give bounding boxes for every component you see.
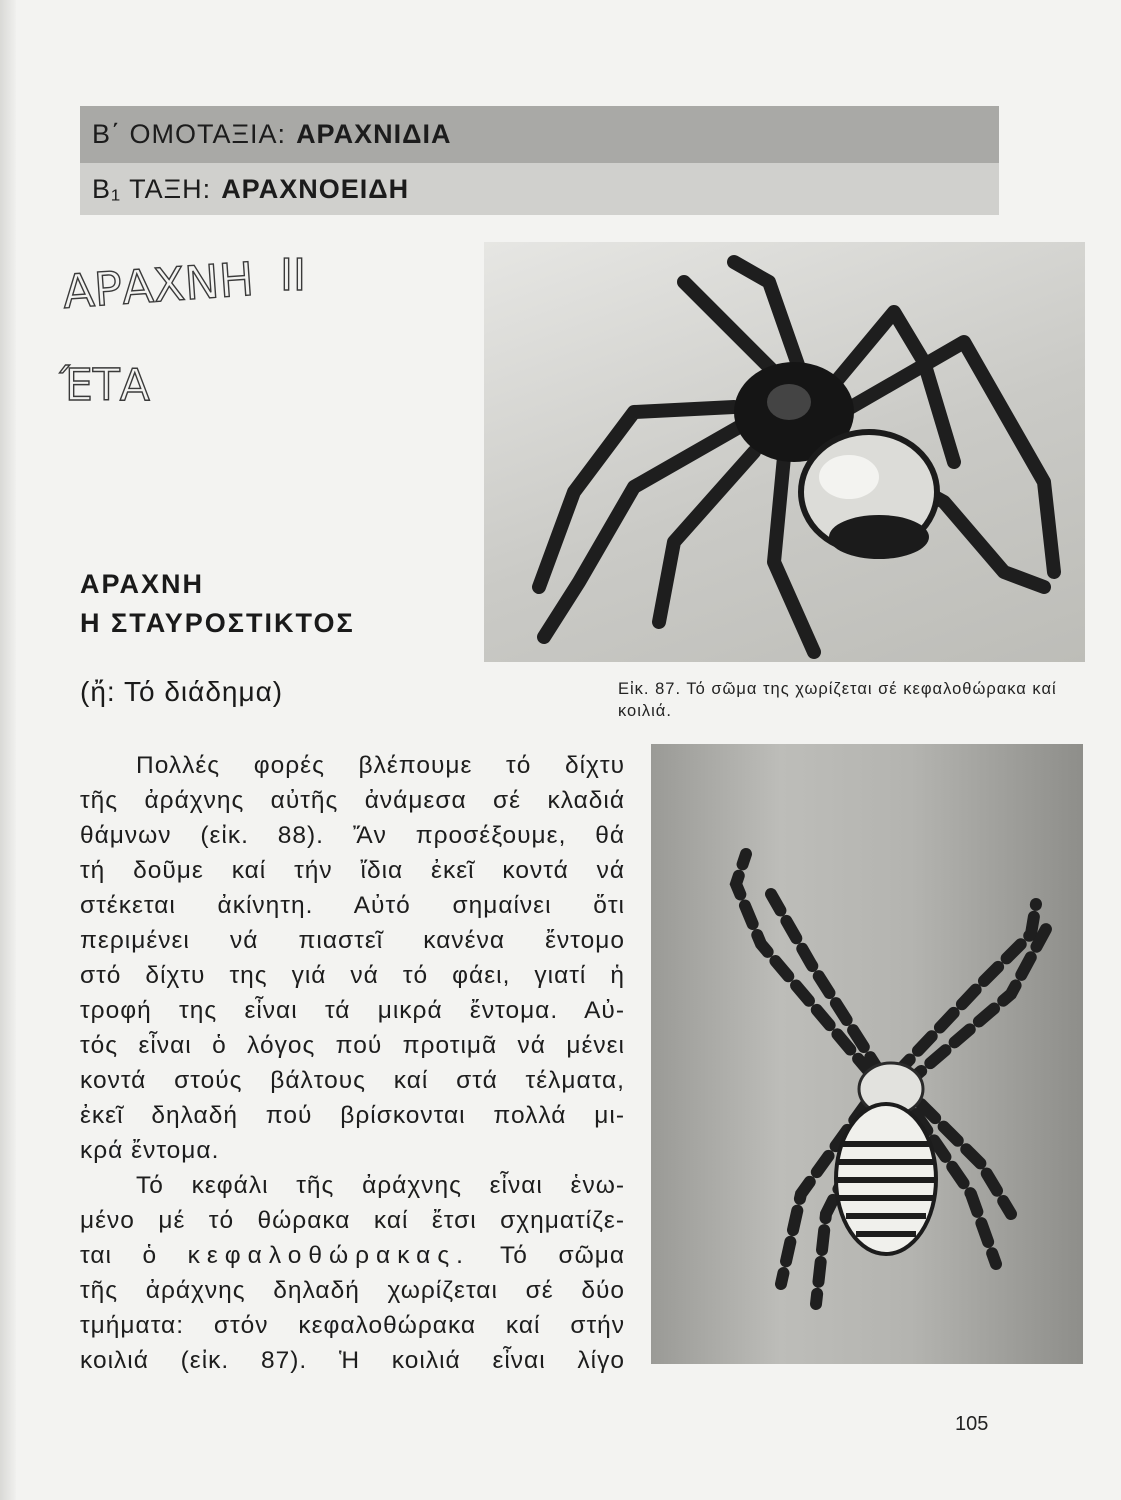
garden-spider-photo-icon [651,744,1083,1364]
body-line: τῆς ἀράχνης αὐτῆς ἀνάμεσα σέ κλαδιά [80,787,625,814]
handwriting-line1-extra: ΙΙ [280,250,306,301]
body-line: περιμένει νά πιαστεῖ κανένα ἔντομο [80,927,625,954]
body-line: κρά ἔντομα. [80,1137,220,1164]
body-line: στέκεται ἀκίνητη. Αὐτό σημαίνει ὅτι [80,892,625,919]
page-number: 105 [955,1413,989,1435]
page-binding-edge [0,0,16,1500]
class-heading-band [80,106,999,163]
body-line: τή δοῦμε καί τήν ἴδια ἐκεῖ κοντά νά [80,857,625,884]
title-line1: ΑΡΑΧΝΗ [80,569,205,599]
body-line: κοιλιά (εἰκ. 87). Ἡ κοιλιά εἶναι λίγο [80,1347,625,1374]
order-label: Β₁ ΤΑΞΗ: [92,173,212,204]
title-line2: Η ΣΤΑΥΡΟΣΤΙΚΤΟΣ [80,608,355,638]
handwriting-line1: ΑΡΑΧΝΗ [61,251,256,319]
body-line-pre: ται ὁ [80,1242,158,1269]
body-line: τροφή της εἶναι τά μικρά ἔντομα. Αὐ- [80,997,625,1024]
term-kefalothorakas: κεφαλοθώρακας. [187,1242,470,1269]
body-line: κοντά στούς βάλτους καί στά τέλματα, [80,1067,625,1094]
order-heading-band [80,163,999,215]
body-line: θάμνων (εἰκ. 88). Ἄν προσέξουμε, θά [80,822,625,849]
class-name: ΑΡΑΧΝΙΔΙΑ [296,119,452,149]
article-body [80,748,625,1378]
body-line: τμήματα: στόν κεφαλοθώρακα καί στήν [80,1312,625,1339]
body-line: Τό κεφάλι τῆς ἀράχνης εἶναι ἑνω- [136,1172,625,1199]
order-name: ΑΡΑΧΝΟΕΙΔΗ [221,173,410,204]
spider-illustration [484,242,1085,662]
article-title [80,565,355,643]
body-line-post: Τό σῶμα [500,1242,625,1269]
body-line: στό δίχτυ της γιά νά τό φάει, γιατί ἡ [80,962,625,989]
body-line: τός εἶναι ὁ λόγος πού προτιμᾶ νά μένει [80,1032,625,1059]
body-line-with-term [80,1238,625,1273]
article-subtitle: (ἤ: Τό διάδημα) [80,676,284,707]
figure-87-caption: Εἰκ. 87. Τό σῶμα της χωρίζεται σέ κεφαλοθώρακα καί κοιλιά. [618,680,1057,720]
body-line: μένο μέ τό θώρακα καί ἔτσι σχηματίζε- [80,1207,625,1234]
class-label: Β΄ ΟΜΟΤΑΞΙΑ: [92,119,287,149]
body-line: ἐκεῖ δηλαδή πού βρίσκονται πολλά μι- [80,1102,625,1129]
body-line: Πολλές φορές βλέπουμε τό δίχτυ [136,752,625,779]
handwritten-note [58,238,358,418]
body-line: τῆς ἀράχνης δηλαδή χωρίζεται σέ δύο [80,1277,625,1304]
spider-photo-icon [484,242,1085,662]
handwriting-line2: ΈΤΑ [60,360,150,411]
garden-spider-illustration [651,744,1083,1364]
